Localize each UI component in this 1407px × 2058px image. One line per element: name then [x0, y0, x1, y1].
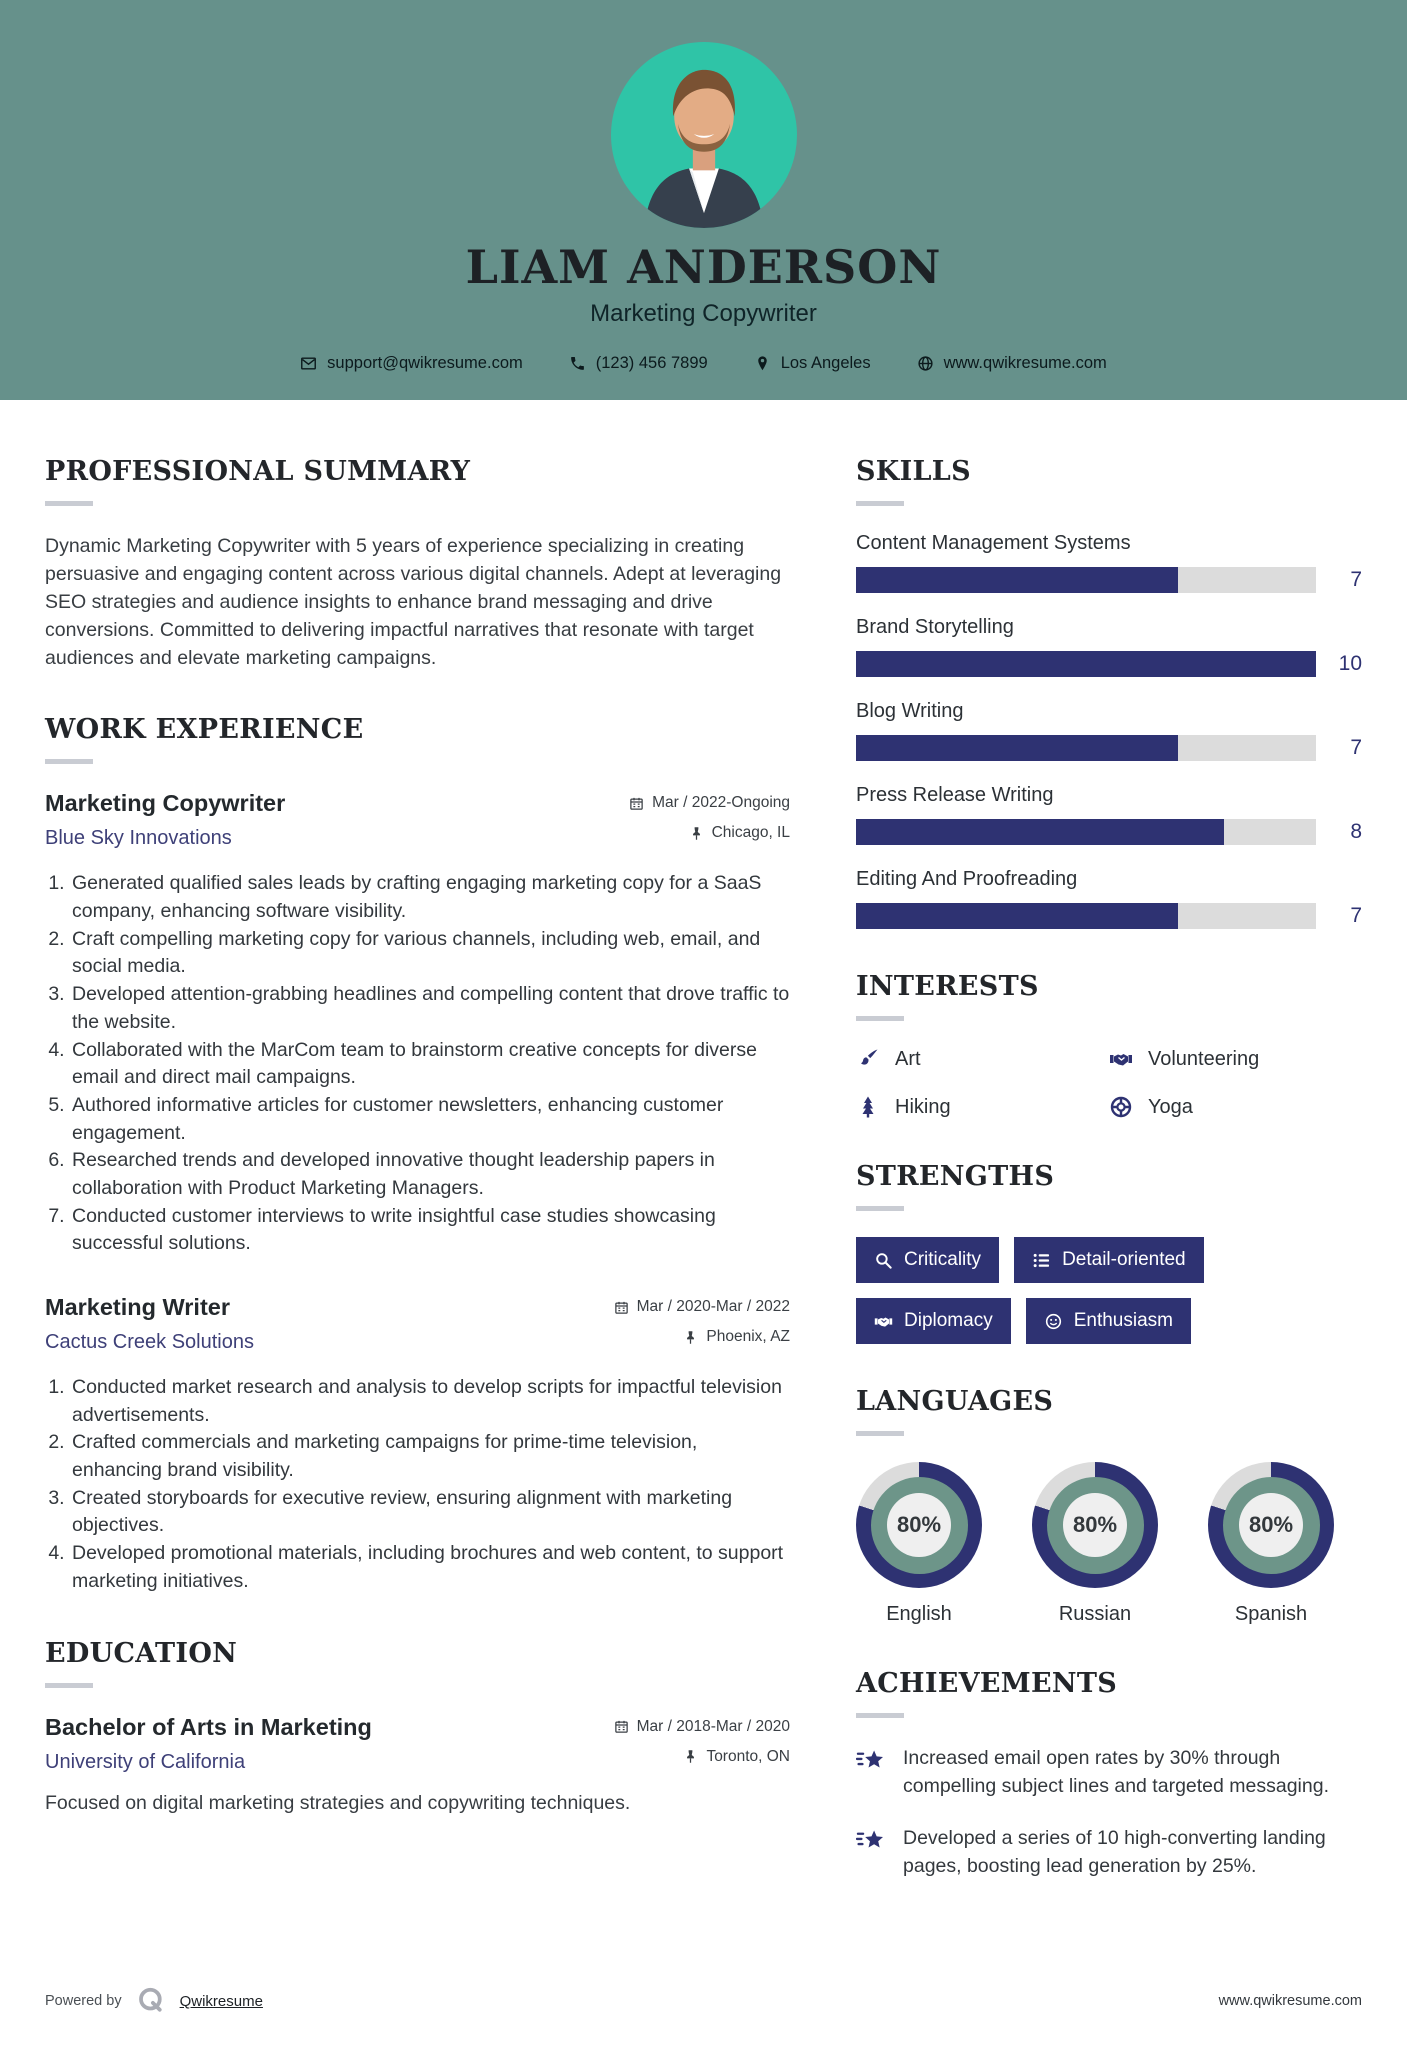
section-heading: LANGUAGES	[856, 1386, 1054, 1417]
person-portrait-illustration	[611, 42, 797, 228]
languages-row	[856, 1462, 1362, 1626]
job-bullet-list	[45, 1374, 790, 1596]
smiley-icon	[1044, 1312, 1063, 1331]
profile-photo	[611, 42, 797, 228]
donut-inner-ring	[1223, 1477, 1320, 1574]
contact-location	[754, 354, 871, 373]
job-title-block	[45, 790, 285, 850]
language-percent: 80%	[1063, 1493, 1127, 1557]
job-location	[683, 1328, 790, 1346]
skill-bar-row	[856, 567, 1362, 593]
job-bullet: 4. Developed promotional materials, including brochures and web content, to support marketing initiatives.	[70, 1540, 790, 1595]
shooting-star-icon	[856, 1746, 887, 1777]
section-heading: STRENGTHS	[856, 1161, 1055, 1192]
skill-bar-fill	[856, 819, 1224, 845]
donut-inner-ring	[871, 1477, 968, 1574]
job-dates-text: Mar / 2022-Ongoing	[652, 794, 790, 812]
section-strengths	[856, 1161, 1362, 1344]
language-label: English	[886, 1603, 952, 1625]
person-name: LIAM ANDERSON	[465, 240, 942, 294]
education-location	[683, 1748, 790, 1766]
skill-value: 10	[1338, 652, 1362, 675]
language-percent: 80%	[887, 1493, 951, 1557]
main-content	[0, 400, 1407, 1922]
skill-value: 7	[1350, 736, 1362, 759]
qwikresume-logo-icon	[136, 1986, 166, 2016]
education-description: Focused on digital marketing strategies and copywriting techniques.	[45, 1791, 631, 1814]
section-interests	[856, 971, 1362, 1119]
section-heading: WORK EXPERIENCE	[45, 714, 364, 746]
education-dates-text: Mar / 2018-Mar / 2020	[636, 1717, 790, 1735]
language-label: Spanish	[1234, 1603, 1308, 1625]
job-title: Marketing Copywriter	[45, 790, 286, 817]
heading-underline	[856, 501, 904, 506]
interest-label: Yoga	[1148, 1095, 1193, 1118]
education-meta	[614, 1714, 790, 1766]
powered-by-block	[45, 1986, 263, 2016]
achievement-text: Developed a series of 10 high-converting landing pages, boosting lead generation by 25%.	[903, 1827, 1326, 1878]
strength-badge	[1014, 1237, 1204, 1283]
language-item	[856, 1462, 982, 1626]
job-bullet: 7. Conducted customer interviews to write insightful case studies showcasing successful solutions.	[70, 1203, 790, 1258]
job-location-text: Chicago, IL	[711, 824, 790, 842]
job-bullet: 6. Researched trends and developed innovative thought leadership papers in collaboration with Product Marketing Managers.	[70, 1147, 790, 1202]
section-heading: ACHIEVEMENTS	[856, 1668, 1118, 1699]
heading-underline	[856, 1431, 904, 1436]
strength-badge	[856, 1237, 999, 1283]
footer	[0, 1922, 1407, 2058]
job-bullet: 1. Conducted market research and analysis to develop scripts for impactful television advertisements.	[70, 1374, 790, 1429]
skill-label: Brand Storytelling	[856, 616, 1014, 638]
skill-item	[856, 532, 1362, 593]
handshake-icon	[1109, 1047, 1133, 1071]
company-name: Blue Sky Innovations	[45, 827, 232, 850]
job-entry	[45, 1294, 790, 1596]
job-meta	[629, 790, 790, 842]
location-icon	[754, 355, 771, 372]
education-title-block	[45, 1714, 372, 1774]
contact-phone-text: (123) 456 7899	[595, 354, 708, 372]
pushpin-icon	[683, 1330, 698, 1345]
achievement-item	[856, 1824, 1362, 1880]
job-location	[689, 824, 790, 842]
shooting-star-icon	[856, 1826, 887, 1857]
contact-location-text: Los Angeles	[780, 354, 871, 372]
job-dates	[629, 794, 790, 812]
right-column	[856, 456, 1362, 1922]
skill-bar-fill	[856, 567, 1178, 593]
powered-by-label: Powered by	[45, 1993, 122, 2010]
heading-underline	[856, 1713, 904, 1718]
heading-underline	[45, 759, 93, 764]
language-donut	[1208, 1462, 1334, 1588]
donut-inner-ring	[1047, 1477, 1144, 1574]
job-title-block	[45, 1294, 254, 1354]
interest-item	[1109, 1095, 1362, 1119]
website-icon	[917, 355, 934, 372]
section-heading: PROFESSIONAL SUMMARY	[45, 456, 471, 487]
job-bullet: 4. Collaborated with the MarCom team to brainstorm creative concepts for diverse email and direct mail campaigns.	[70, 1037, 790, 1092]
language-label: Russian	[1058, 1603, 1132, 1625]
pushpin-icon	[689, 826, 704, 841]
section-education	[45, 1638, 790, 1817]
strength-label: Enthusiasm	[1073, 1310, 1173, 1331]
email-icon	[300, 355, 317, 372]
heading-underline	[45, 501, 93, 506]
language-donut	[856, 1462, 982, 1588]
job-bullet: 2. Crafted commercials and marketing campaigns for prime-time television, enhancing brand visibility.	[70, 1429, 790, 1484]
job-bullet: 3. Created storyboards for executive review, ensuring alignment with marketing objectives.	[70, 1485, 790, 1540]
phone-icon	[569, 355, 586, 372]
pine-tree-icon	[856, 1095, 880, 1119]
interest-label: Art	[895, 1047, 921, 1070]
skill-bar-row	[856, 819, 1362, 845]
strength-label: Detail-oriented	[1062, 1249, 1186, 1270]
job-meta	[614, 1294, 790, 1346]
section-skills	[856, 456, 1362, 929]
company-name: Cactus Creek Solutions	[45, 1331, 254, 1354]
job-header	[45, 790, 790, 850]
pushpin-icon	[683, 1749, 698, 1764]
header	[0, 0, 1407, 400]
skill-item	[856, 784, 1362, 845]
section-languages	[856, 1386, 1362, 1626]
footer-website: www.qwikresume.com	[1218, 1993, 1362, 2010]
skill-bar-fill	[856, 651, 1316, 677]
interests-grid	[856, 1047, 1362, 1119]
section-achievements	[856, 1668, 1362, 1880]
contact-phone	[569, 354, 708, 373]
section-professional-summary	[45, 456, 790, 672]
skill-bar-row	[856, 735, 1362, 761]
left-column	[45, 456, 790, 1922]
skill-bar-track	[856, 819, 1316, 845]
strength-badge	[1026, 1298, 1191, 1344]
section-work-experience	[45, 714, 790, 1595]
strength-label: Diplomacy	[904, 1310, 993, 1331]
job-bullet: 3. Developed attention-grabbing headlines and compelling content that drove traffic to the website.	[70, 981, 790, 1036]
interest-item	[856, 1047, 1109, 1071]
job-dates	[614, 1298, 790, 1316]
education-location-text: Toronto, ON	[706, 1747, 790, 1765]
skill-bar-fill	[856, 735, 1178, 761]
contact-email	[300, 354, 523, 373]
language-item	[1032, 1462, 1158, 1626]
calendar-icon	[614, 1300, 629, 1315]
summary-text: Dynamic Marketing Copywriter with 5 years of experience specializing in creating persuasive and engaging content across various digital channels. Adept at leveraging SEO strategies and audience insights to enhance brand messaging and drive conversions. Committed to delivering impactful narratives that resonate with target audiences and elevate marketing campaigns.	[45, 535, 782, 670]
education-dates	[614, 1718, 790, 1736]
job-header	[45, 1294, 790, 1354]
paintbrush-icon	[856, 1047, 880, 1071]
skill-bar-row	[856, 651, 1362, 677]
interest-item	[856, 1095, 1109, 1119]
job-title: Marketing Writer	[45, 1294, 230, 1321]
contact-email-text: support@qwikresume.com	[327, 354, 523, 372]
achievement-item	[856, 1744, 1362, 1800]
interest-item	[1109, 1047, 1362, 1071]
skill-label: Press Release Writing	[856, 784, 1054, 806]
job-dates-text: Mar / 2020-Mar / 2022	[636, 1298, 790, 1316]
skill-label: Editing And Proofreading	[856, 868, 1078, 890]
person-title: Marketing Copywriter	[590, 300, 817, 327]
calendar-icon	[614, 1719, 629, 1734]
skill-item	[856, 700, 1362, 761]
degree-title: Bachelor of Arts in Marketing	[45, 1713, 372, 1740]
language-percent: 80%	[1239, 1493, 1303, 1557]
handshake-icon	[874, 1312, 893, 1331]
job-bullet: 5. Authored informative articles for customer newsletters, enhancing customer engagement.	[70, 1092, 790, 1147]
skill-label: Content Management Systems	[856, 532, 1131, 554]
skill-value: 8	[1350, 820, 1362, 843]
qwikresume-link[interactable]: Qwikresume	[179, 1992, 263, 2010]
education-header	[45, 1714, 790, 1774]
skill-bar-fill	[856, 903, 1178, 929]
skill-bar-track	[856, 903, 1316, 929]
skill-value: 7	[1350, 904, 1362, 927]
strength-label: Criticality	[904, 1249, 982, 1270]
job-entry	[45, 790, 790, 1258]
heading-underline	[856, 1016, 904, 1021]
contact-website	[917, 354, 1107, 373]
job-bullet: 2. Craft compelling marketing copy for various channels, including web, email, and social media.	[70, 926, 790, 981]
skill-bar-row	[856, 903, 1362, 929]
strength-badge	[856, 1298, 1011, 1344]
interest-label: Volunteering	[1148, 1047, 1260, 1070]
skill-bar-track	[856, 651, 1316, 677]
section-heading: SKILLS	[856, 456, 971, 487]
strengths-badges	[856, 1237, 1362, 1344]
job-location-text: Phoenix, AZ	[706, 1328, 790, 1346]
contact-row	[300, 354, 1107, 373]
skill-bar-track	[856, 567, 1316, 593]
skill-bar-track	[856, 735, 1316, 761]
school-name: University of California	[45, 1750, 246, 1773]
skill-label: Blog Writing	[856, 700, 964, 722]
job-bullet-list	[45, 870, 790, 1258]
calendar-icon	[629, 796, 644, 811]
contact-website-text: www.qwikresume.com	[943, 354, 1107, 372]
achievement-text: Increased email open rates by 30% through compelling subject lines and targeted messaging.	[903, 1747, 1330, 1798]
heading-underline	[856, 1206, 904, 1211]
language-donut	[1032, 1462, 1158, 1588]
heading-underline	[45, 1683, 93, 1688]
wheel-icon	[1109, 1095, 1133, 1119]
section-heading: INTERESTS	[856, 971, 1039, 1002]
list-icon	[1032, 1251, 1051, 1270]
language-item	[1208, 1462, 1334, 1626]
section-heading: EDUCATION	[45, 1637, 238, 1669]
interest-label: Hiking	[895, 1095, 951, 1118]
skill-item	[856, 616, 1362, 677]
job-bullet: 1. Generated qualified sales leads by crafting engaging marketing copy for a SaaS company, enhancing software visibility.	[70, 870, 790, 925]
magnifier-icon	[874, 1251, 893, 1270]
skill-value: 7	[1350, 568, 1362, 591]
skill-item	[856, 868, 1362, 929]
